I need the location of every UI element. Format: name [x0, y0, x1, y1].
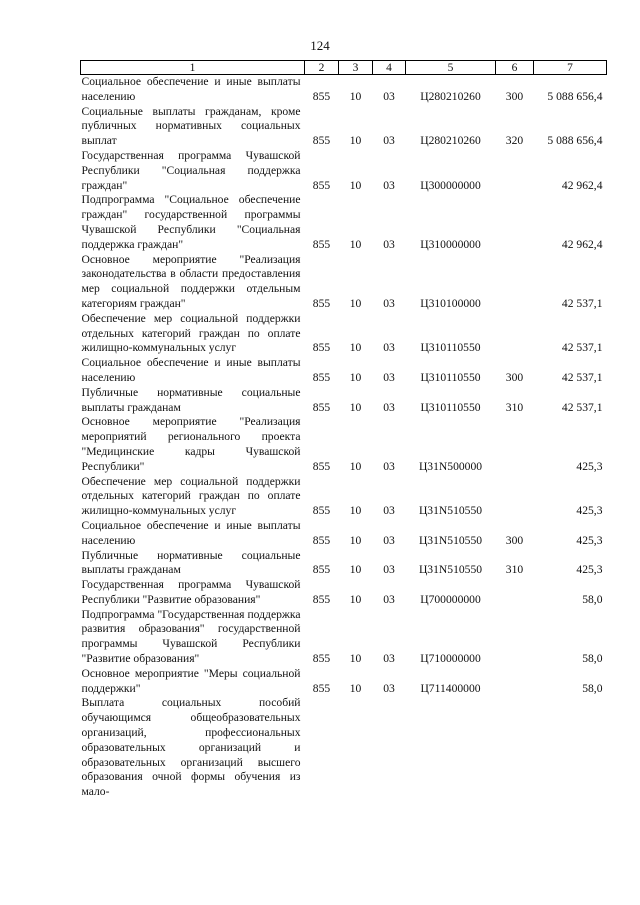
cell-csr: Ц310100000 [420, 296, 481, 310]
cell-sum: 5 088 656,4 [547, 134, 603, 148]
cell-name: Подпрограмма "Государственная поддержка развития образования" государственной программы Чувашской Республики "Развитие образования" [81, 607, 301, 666]
cell-vr [496, 578, 534, 608]
table-row [81, 105, 607, 149]
cell-sum: 42 537,1 [561, 370, 603, 384]
cell-csr: Ц711400000 [420, 681, 481, 695]
cell-gr: 855 [312, 592, 331, 606]
cell-gr: 855 [312, 341, 331, 355]
cell-vr: 300 [505, 370, 524, 384]
cell-vr [496, 312, 534, 356]
cell-vr [496, 193, 534, 252]
cell-sum: 42 537,1 [561, 341, 603, 355]
cell-gr: 855 [312, 400, 331, 414]
cell-vr [496, 415, 534, 474]
cell-pr: 03 [383, 533, 395, 547]
cell-gr: 855 [312, 178, 331, 192]
cell-csr: Ц31N510550 [418, 563, 483, 577]
cell-pr: 03 [383, 341, 395, 355]
cell-pr: 03 [383, 237, 395, 251]
table-row [81, 149, 607, 193]
cell-name: Основное мероприятие "Реализация законодательства в области предоставления мер социальной поддержки отдельным категориям граждан" [81, 252, 301, 310]
cell-csr [406, 696, 496, 800]
cell-name: Выплата социальных пособий обучающимся общеобразовательных организаций, профессиональных образовательных организаций и образовательных организаций высшего образования очной формы обучения из мало- [81, 696, 301, 799]
cell-vr: 310 [505, 563, 524, 577]
cell-name: Подпрограмма "Социальное обеспечение граждан" государственной программы Чувашской Республики "Социальная поддержка граждан" [81, 193, 301, 251]
table-row [81, 578, 607, 608]
cell-gr: 855 [312, 370, 331, 384]
cell-pr [373, 696, 406, 800]
cell-csr: Ц31N510550 [418, 533, 483, 547]
table-row [81, 415, 607, 474]
cell-name: Обеспечение мер социальной поддержки отдельных категорий граждан по оплате жилищно-коммунальных услуг [81, 311, 301, 355]
table-row [81, 696, 607, 800]
table-row [81, 312, 607, 356]
cell-sum: 425,3 [576, 459, 603, 473]
table-row [81, 608, 607, 667]
cell-sum: 42 537,1 [561, 296, 603, 310]
cell-vr [496, 475, 534, 519]
cell-csr: Ц280210260 [420, 134, 481, 148]
cell-csr: Ц310110550 [420, 400, 481, 414]
cell-rz: 10 [349, 533, 362, 547]
cell-name: Социальное обеспечение и иные выплаты населению [81, 356, 301, 384]
cell-csr: Ц310110550 [420, 370, 481, 384]
cell-gr: 855 [312, 681, 331, 695]
table-row [81, 519, 607, 549]
table-header-row [81, 61, 607, 75]
cell-vr [496, 149, 534, 193]
cell-gr: 855 [312, 563, 331, 577]
cell-vr: 320 [505, 134, 524, 148]
cell-sum: 58,0 [582, 592, 603, 606]
cell-sum: 5 088 656,4 [547, 89, 603, 103]
cell-name: Публичные нормативные социальные выплаты гражданам [81, 385, 301, 414]
cell-csr: Ц310000000 [420, 237, 481, 251]
cell-rz [339, 696, 373, 800]
cell-name: Государственная программа Чувашской Республики "Социальная поддержка граждан" [81, 148, 301, 192]
cell-rz: 10 [349, 178, 362, 192]
cell-vr [496, 696, 534, 800]
cell-sum: 58,0 [582, 652, 603, 666]
cell-rz: 10 [349, 370, 362, 384]
cell-pr: 03 [383, 89, 395, 103]
cell-vr: 300 [505, 89, 524, 103]
cell-vr [496, 667, 534, 697]
cell-rz: 10 [349, 681, 362, 695]
column-header-name: 1 [81, 61, 305, 75]
cell-gr: 855 [312, 459, 331, 473]
cell-csr: Ц700000000 [420, 592, 481, 606]
column-header-vr: 6 [496, 61, 534, 75]
cell-sum: 42 962,4 [561, 237, 603, 251]
column-header-rz: 3 [339, 61, 373, 75]
cell-gr: 855 [312, 652, 331, 666]
column-header-csr: 5 [406, 61, 496, 75]
cell-gr: 855 [312, 296, 331, 310]
cell-csr: Ц280210260 [420, 89, 481, 103]
cell-name: Публичные нормативные социальные выплаты гражданам [81, 548, 301, 577]
cell-pr: 03 [383, 652, 395, 666]
cell-name: Государственная программа Чувашской Республики "Развитие образования" [81, 578, 301, 606]
table-row [81, 193, 607, 252]
cell-sum: 42 962,4 [561, 178, 603, 192]
table-row [81, 356, 607, 386]
cell-sum: 425,3 [576, 533, 603, 547]
cell-vr: 300 [505, 533, 524, 547]
table-row [81, 75, 607, 105]
column-header-sum: 7 [534, 61, 607, 75]
budget-table [80, 60, 607, 800]
cell-sum: 42 537,1 [561, 400, 603, 414]
table-row [81, 475, 607, 519]
cell-name: Социальное обеспечение и иные выплаты населению [81, 518, 301, 547]
cell-sum [534, 696, 607, 800]
cell-rz: 10 [349, 237, 362, 251]
cell-gr [305, 696, 339, 800]
cell-pr: 03 [383, 563, 395, 577]
cell-name: Основное мероприятие "Реализация мероприятий регионального проекта "Медицинские кадры Чувашской Республики" [81, 415, 301, 473]
cell-pr: 03 [383, 681, 395, 695]
cell-rz: 10 [349, 400, 362, 414]
table-row [81, 386, 607, 416]
cell-sum: 425,3 [576, 563, 603, 577]
table-row [81, 667, 607, 697]
cell-rz: 10 [349, 341, 362, 355]
cell-sum: 58,0 [582, 681, 603, 695]
cell-rz: 10 [349, 592, 362, 606]
cell-rz: 10 [349, 563, 362, 577]
cell-name: Основное мероприятие "Меры социальной поддержки" [81, 666, 301, 695]
cell-gr: 855 [312, 134, 331, 148]
cell-pr: 03 [383, 400, 395, 414]
cell-rz: 10 [349, 296, 362, 310]
cell-pr: 03 [383, 592, 395, 606]
cell-rz: 10 [349, 504, 362, 518]
cell-gr: 855 [312, 533, 331, 547]
column-header-pr: 4 [373, 61, 406, 75]
cell-pr: 03 [383, 178, 395, 192]
cell-pr: 03 [383, 370, 395, 384]
cell-gr: 855 [312, 89, 331, 103]
table-row [81, 549, 607, 579]
cell-sum: 425,3 [576, 504, 603, 518]
cell-csr: Ц300000000 [420, 178, 481, 192]
cell-vr [496, 253, 534, 312]
page-number: 124 [310, 38, 330, 53]
cell-vr: 310 [505, 400, 524, 414]
cell-csr: Ц31N510550 [418, 504, 483, 518]
cell-name: Социальные выплаты гражданам, кроме публичных нормативных социальных выплат [81, 104, 301, 148]
cell-pr: 03 [383, 504, 395, 518]
cell-csr: Ц310110550 [420, 341, 481, 355]
cell-csr: Ц31N500000 [418, 459, 483, 473]
cell-csr: Ц710000000 [420, 652, 481, 666]
cell-pr: 03 [383, 134, 395, 148]
table-row [81, 253, 607, 312]
cell-gr: 855 [312, 237, 331, 251]
cell-pr: 03 [383, 296, 395, 310]
cell-rz: 10 [349, 459, 362, 473]
cell-rz: 10 [349, 652, 362, 666]
column-header-gr: 2 [305, 61, 339, 75]
cell-name: Социальное обеспечение и иные выплаты населению [81, 75, 301, 103]
cell-vr [496, 608, 534, 667]
cell-rz: 10 [349, 134, 362, 148]
cell-rz: 10 [349, 89, 362, 103]
cell-name: Обеспечение мер социальной поддержки отдельных категорий граждан по оплате жилищно-коммунальных услуг [81, 474, 301, 518]
cell-pr: 03 [383, 459, 395, 473]
cell-gr: 855 [312, 504, 331, 518]
